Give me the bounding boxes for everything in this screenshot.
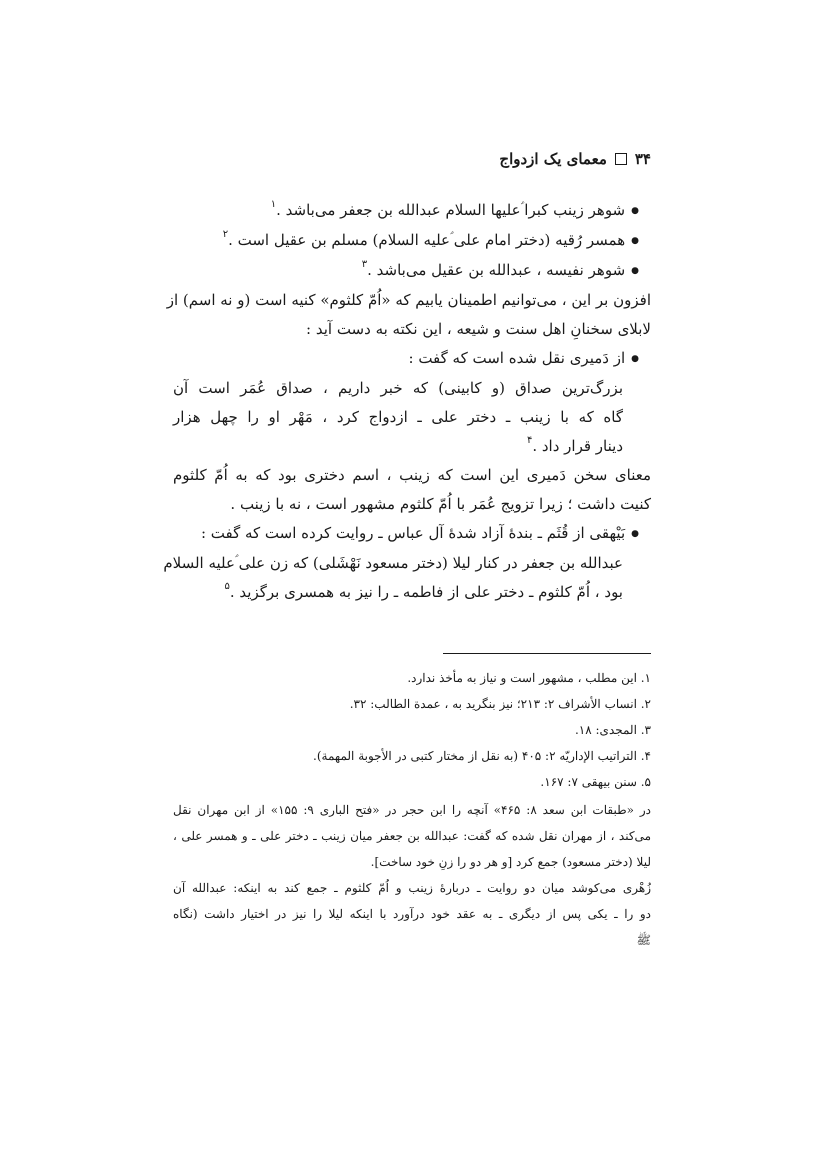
footnote: ۲. انساب الأشراف ۲: ۲۱۳؛ نیز بنگرید به ، عمدة الطالب: ۳۲. [349,697,651,711]
footnote-continuation [173,797,651,953]
footnote-ref: ۲ [222,229,229,240]
running-title: معمای یک ازدواج [499,150,607,168]
quote-line: بزرگ‌ترین صداق (و کابینی) که خبر داریم ، صداق عُمَر است آن [173,379,623,397]
quote-line: بود ، اُمّ کلثوم ـ دختر علی از فاطمه ـ را نیز به همسری برگزید .$^۵$ [224,581,623,601]
bullet-item: ● بَیْهقی از قُثَم ـ بندهٔ آزاد شدهٔ آل عباس ـ روایت کرده است که گفت : [173,519,651,549]
footnote-line: ﷺ [636,933,651,947]
footnotes [173,665,651,953]
square-icon [615,153,627,165]
quote-line: گاه که با زینب ـ دختر علی ـ ازدواج کرد ، مَهْر او را چهل هزار [173,408,623,426]
quote-line: دینار قرار داد .$^۴$ [526,435,623,455]
footnote: ۱. این مطلب ، مشهور است و نیاز به مأخذ ندارد. [407,671,651,685]
bullet-item: ● از دَمیری نقل شده است که گفت : [173,344,651,374]
running-header [499,150,651,168]
quote-line: عبدالله بن جعفر در کنار لیلا (دختر مسعود نَهْشَلی) که زن علی ؑعلیه السلام [163,554,623,572]
footnote-ref: ۴ [526,435,533,446]
footnote-separator [443,653,651,654]
footnote-line: لیلا (دختر مسعود) جمع کرد [و هر دو را زنِ خود ساخت]. [370,855,651,869]
footnote-ref: ۳ [361,259,368,270]
paragraph-line: افزون بر این ، می‌توانیم اطمینان یابیم که «اُمّ کلثوم» کنیه است (و نه اسم) از [166,291,651,309]
footnote-line: می‌کند ، از مهران نقل شده که گفت: عبدالله بن جعفر میان زینب ـ دختر علی ـ و همسر علی ، [173,829,651,843]
bullet-item: ● شوهر نفیسه ، عبدالله بن عقیل می‌باشد .$^۳$ [173,256,651,286]
footnote-ref: ۱ [270,199,277,210]
footnote-ref: ۵ [224,581,230,592]
footnote-line: زُهْری می‌کوشد میان دو روایت ـ دربارهٔ زینب و اُمّ کلثوم ـ جمع کند به اینکه: عبدالله آن [173,881,651,895]
footnote-line: در «طبقات ابن سعد ۸: ۴۶۵» آنچه را ابن حجر در «فتح الباری ۹: ۱۵۵» از ابن مهران نقل [173,803,652,817]
footnote: ۳. المجدی: ۱۸. [574,723,651,737]
paragraph-line: لابلای سخنانِ اهل سنت و شیعه ، این نکته به دست آید : [306,320,651,338]
page-number: ۳۴ [634,150,651,168]
paragraph-line: معنای سخن دَمیری این است که زینب ، اسم دختری بود که به اُمّ کلثوم [173,466,651,484]
footnote: ۵. سنن بیهقی ۷: ۱۶۷. [540,775,651,789]
footnote-line: دو را ـ یکی پس از دیگری ـ به عقد خود درآورد با اینکه لیلا را نیز در اختیار داشت (نگاه [173,907,651,921]
bullet-item: ● شوهر زینب کبرا ؑعلیها السلام عبدالله بن جعفر می‌باشد .$^۱$ [173,196,651,226]
bullet-item: ● همسر رُقیه (دختر امام علی ؑعلیه السلام) مسلم بن عقیل است .$^۲$ [173,226,651,256]
footnote: ۴. التراتیب الإداریّه ۲: ۴۰۵ (به نقل از مختار کتبی در الأجوبة المهمة). [313,749,651,763]
main-text [163,196,651,607]
paragraph-line: کنیت داشت ؛ زیرا تزویج عُمَر با اُمّ کلثوم مشهور است ، نه با زینب . [230,495,651,513]
